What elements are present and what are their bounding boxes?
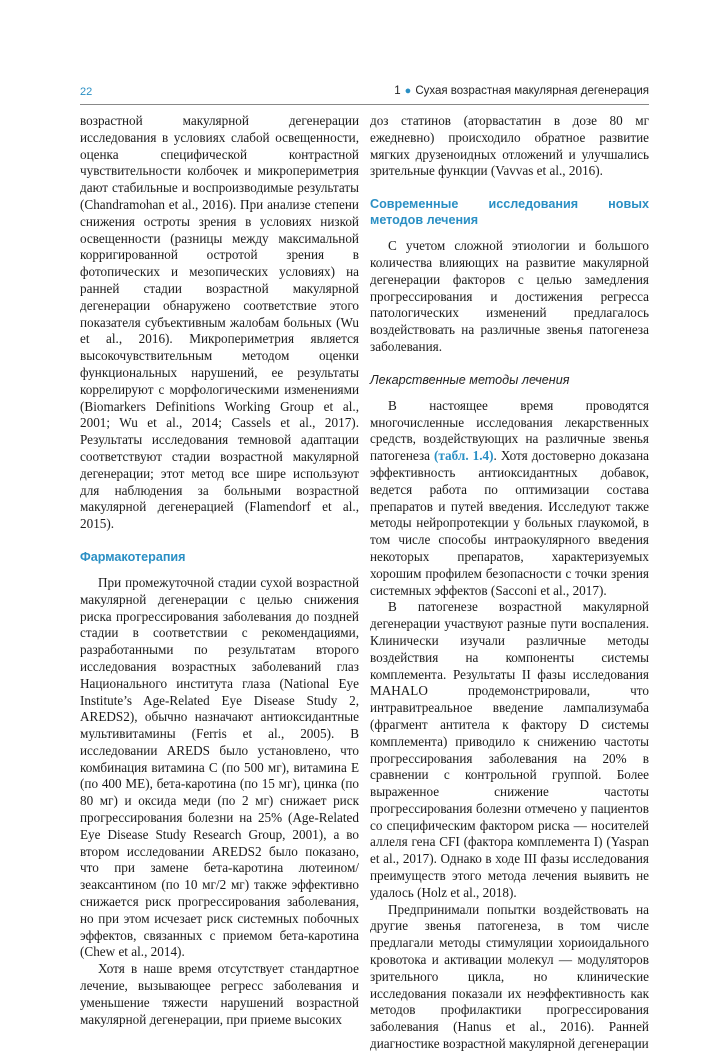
section-heading: Современные исследования новых методов лечения	[370, 197, 649, 228]
chapter-title: Сухая возрастная макулярная дегенерация	[415, 85, 649, 97]
paragraph: Предпринимали попытки воздействовать на другие звенья патогенеза, в том числе предлагали методы стимуляции хориоидального кровотока и активации молекул — модуляторов зрительного цикла, но клинические исследования показали их неэффективность как методов профилактики прогрессирования заболевания (Hanus et al., 2016). Ранней диагностике возрастной макулярной дегенерации	[370, 901, 649, 1052]
right-column	[370, 113, 649, 1053]
paragraph	[370, 398, 649, 600]
paragraph: В патогенезе возрастной макулярной дегенерации участвуют разные пути воспаления. Клинически изучали различные методы воздействия на компоненты системы комплемента. Результаты II фазы исследования MAHALO продемонстрировали, что интравитреальное введение лампализумаба (фрагмент антитела к фактору D системы комплемента) приводило к снижению частоты прогрессирования заболевания на 20% в сравнении с контрольной группой. Более выраженное снижение частоты прогрессирования болезни отмечено у пациентов со специфическим фактором риска — носителей аллеля гена CFI (фактора комплемента I) (Yaspan et al., 2017). Однако в ходе III фазы исследования преимуществ этого метода лечения выявить не удалось (Holz et al., 2018).	[370, 599, 649, 900]
chapter-number: 1	[394, 85, 401, 97]
page-number: 22	[80, 86, 93, 98]
section-heading: Фармакотерапия	[80, 549, 186, 564]
subsection-heading: Лекарственные методы лечения	[370, 372, 570, 387]
table-reference-link[interactable]: (табл. 1.4)	[434, 448, 494, 464]
bullet-icon: ●	[404, 85, 412, 97]
left-column	[80, 113, 359, 1028]
paragraph: доз статинов (аторвастатин в дозе 80 мг ежедневно) происходило обратное развитие мягких друзеноидных отложений и улучшались зрительные функции (Vavvas et al., 2016).	[370, 113, 649, 179]
paragraph-text: . Хотя достоверно доказана эффективность антиоксидантных добавок, ведется работа по оптимизации состава препаратов и путей введения. Исследуют также методы нейропротекции у больных глаукомой, в том числе способы интраокулярного введения некоторых препаратов, характеризуемых хорошим профилем безопасности с точки зрения системных эффектов (Sacconi et al., 2017).	[370, 448, 649, 598]
paragraph: возрастной макулярной дегенерации исследования в условиях слабой освещенности, оценка специфической контрастной чувствительности колбочек и микропериметрия дают стабильные и воспроизводимые результаты (Chandramohan et al., 2016). При анализе степени снижения остроты зрения в условиях низкой освещенности (разницы между максимальной корригированной остротой зрения в фотопических и мезопических условиях) на ранней стадии возрастной макулярной дегенерации обнаружено соответствие этого показателя субъективным жалобам больных (Wu et al., 2016). Микропериметрия является высокочувствительным методом оценки функциональных нарушений, ее результаты коррелируют с морфологическими изменениями (Biomarkers Definitions Working Group et al., 2001; Wu et al., 2014; Cassels et al., 2017). Результаты исследования темновой адаптации соответствуют стадии возрастной макулярной дегенерации; этот метод все шире используют для наблюдения за больными возрастной макулярной дегенерацией (Flamendorf et al., 2015).	[80, 113, 359, 532]
paragraph: При промежуточной стадии сухой возрастной макулярной дегенерации с целью снижения риска прогрессирования заболевания до поздней стадии в соответствии с рекомендациями, разработанными по результатам второго исследования возрастных заболеваний глаз Национального института глаза (National Eye Institute’s Age-Related Eye Disease Study 2, AREDS2), обычно назначают антиоксидантные мультивитамины (Ferris et al., 2005). В исследовании AREDS было установлено, что комбинация витамина C (по 500 мг), витамина E (по 400 МЕ), бета-каротина (по 15 мг), цинка (по 80 мг) и оксида меди (по 2 мг) снижает риск прогрессирования болезни на 25% (Age-Related Eye Disease Study Research Group, 2001), а во втором исследовании AREDS2 было показано, что при замене бета-каротина лютеином/зеаксантином (по 10 мг/2 мг) также эффективно снижается риск прогрессирования заболевания, но при этом исчезает риск системных побочных эффектов, связанных с приемом бета-каротина (Chew et al., 2014).	[80, 574, 359, 960]
paragraph-text: В настоящее время проводятся многочисленные исследования лекарственных средств, воздействующих на различные звенья патогенеза	[370, 397, 649, 464]
paragraph: С учетом сложной этиологии и большого количества влияющих на развитие макулярной дегенерации факторов с целью замедления прогрессирования и достижения регресса патологических изменений предлагалось воздействовать на различные звенья патогенеза заболевания.	[370, 238, 649, 354]
header-divider	[80, 104, 649, 105]
paragraph: Хотя в наше время отсутствует стандартное лечение, вызывающее регресс заболевания и уменьшение тяжести нарушений возрастной макулярной дегенерации, при приеме высоких	[80, 961, 359, 1027]
running-header	[394, 85, 649, 97]
